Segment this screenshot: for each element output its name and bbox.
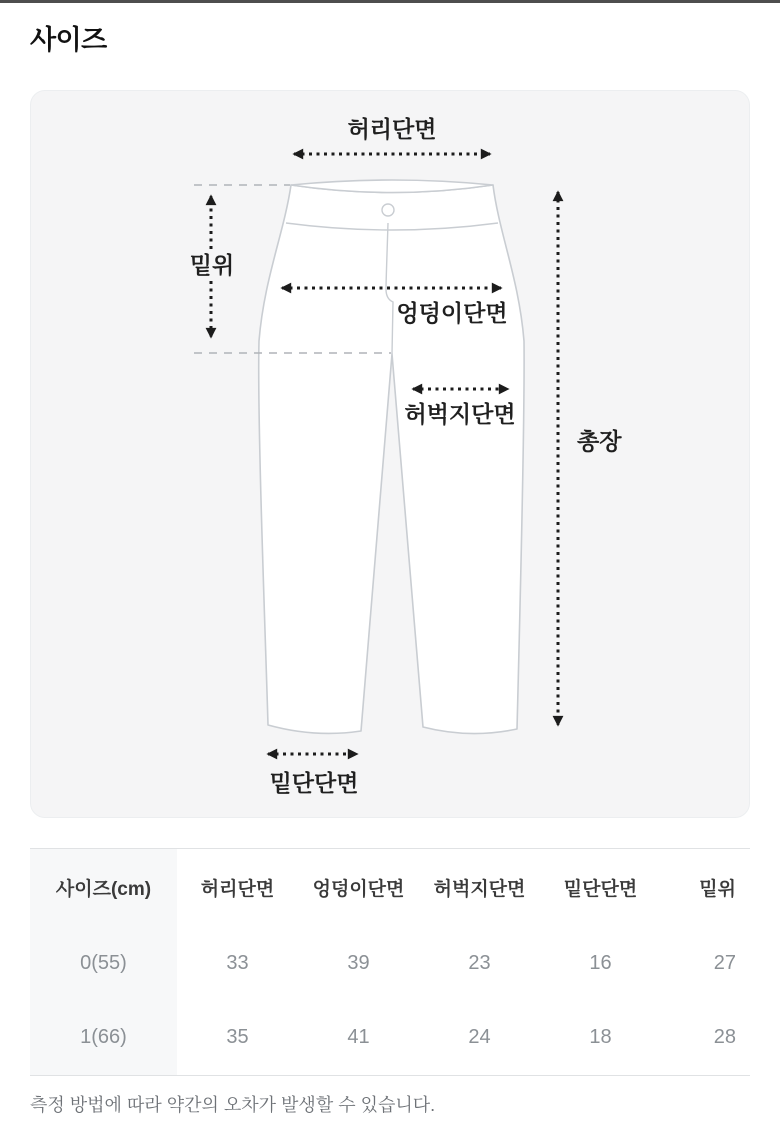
rise-value-cell: 27 xyxy=(713,951,736,974)
thigh-value-cell: 23 xyxy=(468,951,491,974)
diagram-label-total-length: 총장 xyxy=(577,428,622,454)
size-cell: 0(55) xyxy=(30,926,177,1001)
size-table-row-0-55 xyxy=(30,926,750,1001)
hem-value-cell: 18 xyxy=(589,1026,612,1049)
pants-measurement-diagram xyxy=(31,91,750,818)
hip-value-cell: 39 xyxy=(347,951,370,974)
column-header-hem: 밑단단면 xyxy=(563,878,638,900)
column-header-waist: 허리단면 xyxy=(200,878,275,900)
size-table-row-1-66 xyxy=(30,1001,750,1076)
diagram-label-rise: 밑위 xyxy=(189,252,235,278)
rise-value-cell: 28 xyxy=(713,1026,736,1049)
column-header-size: 사이즈(cm) xyxy=(30,849,177,926)
diagram-label-thigh: 허벅지단면 xyxy=(404,401,516,427)
page-title: 사이즈 xyxy=(30,25,107,55)
size-cell: 1(66) xyxy=(30,1001,177,1076)
hip-value-cell: 41 xyxy=(347,1026,370,1049)
column-header-rise: 밑위 xyxy=(699,878,736,900)
top-divider xyxy=(0,0,780,3)
thigh-value-cell: 24 xyxy=(468,1026,491,1049)
diagram-label-waist: 허리단면 xyxy=(347,116,437,142)
diagram-label-hip: 엉덩이단면 xyxy=(396,300,508,326)
diagram-label-hem: 밑단단면 xyxy=(269,770,359,796)
size-guide-card xyxy=(30,90,750,818)
size-table-header-row xyxy=(30,849,750,926)
column-header-thigh: 허벅지단면 xyxy=(433,878,526,900)
size-table xyxy=(30,848,750,1076)
column-header-hip: 엉덩이단면 xyxy=(312,878,405,900)
hem-value-cell: 16 xyxy=(589,951,612,974)
waist-value-cell: 33 xyxy=(226,951,249,974)
pants-outline-icon xyxy=(259,180,524,734)
waist-value-cell: 35 xyxy=(226,1026,249,1049)
measurement-note: 측정 방법에 따라 약간의 오차가 발생할 수 있습니다. xyxy=(30,1095,436,1115)
